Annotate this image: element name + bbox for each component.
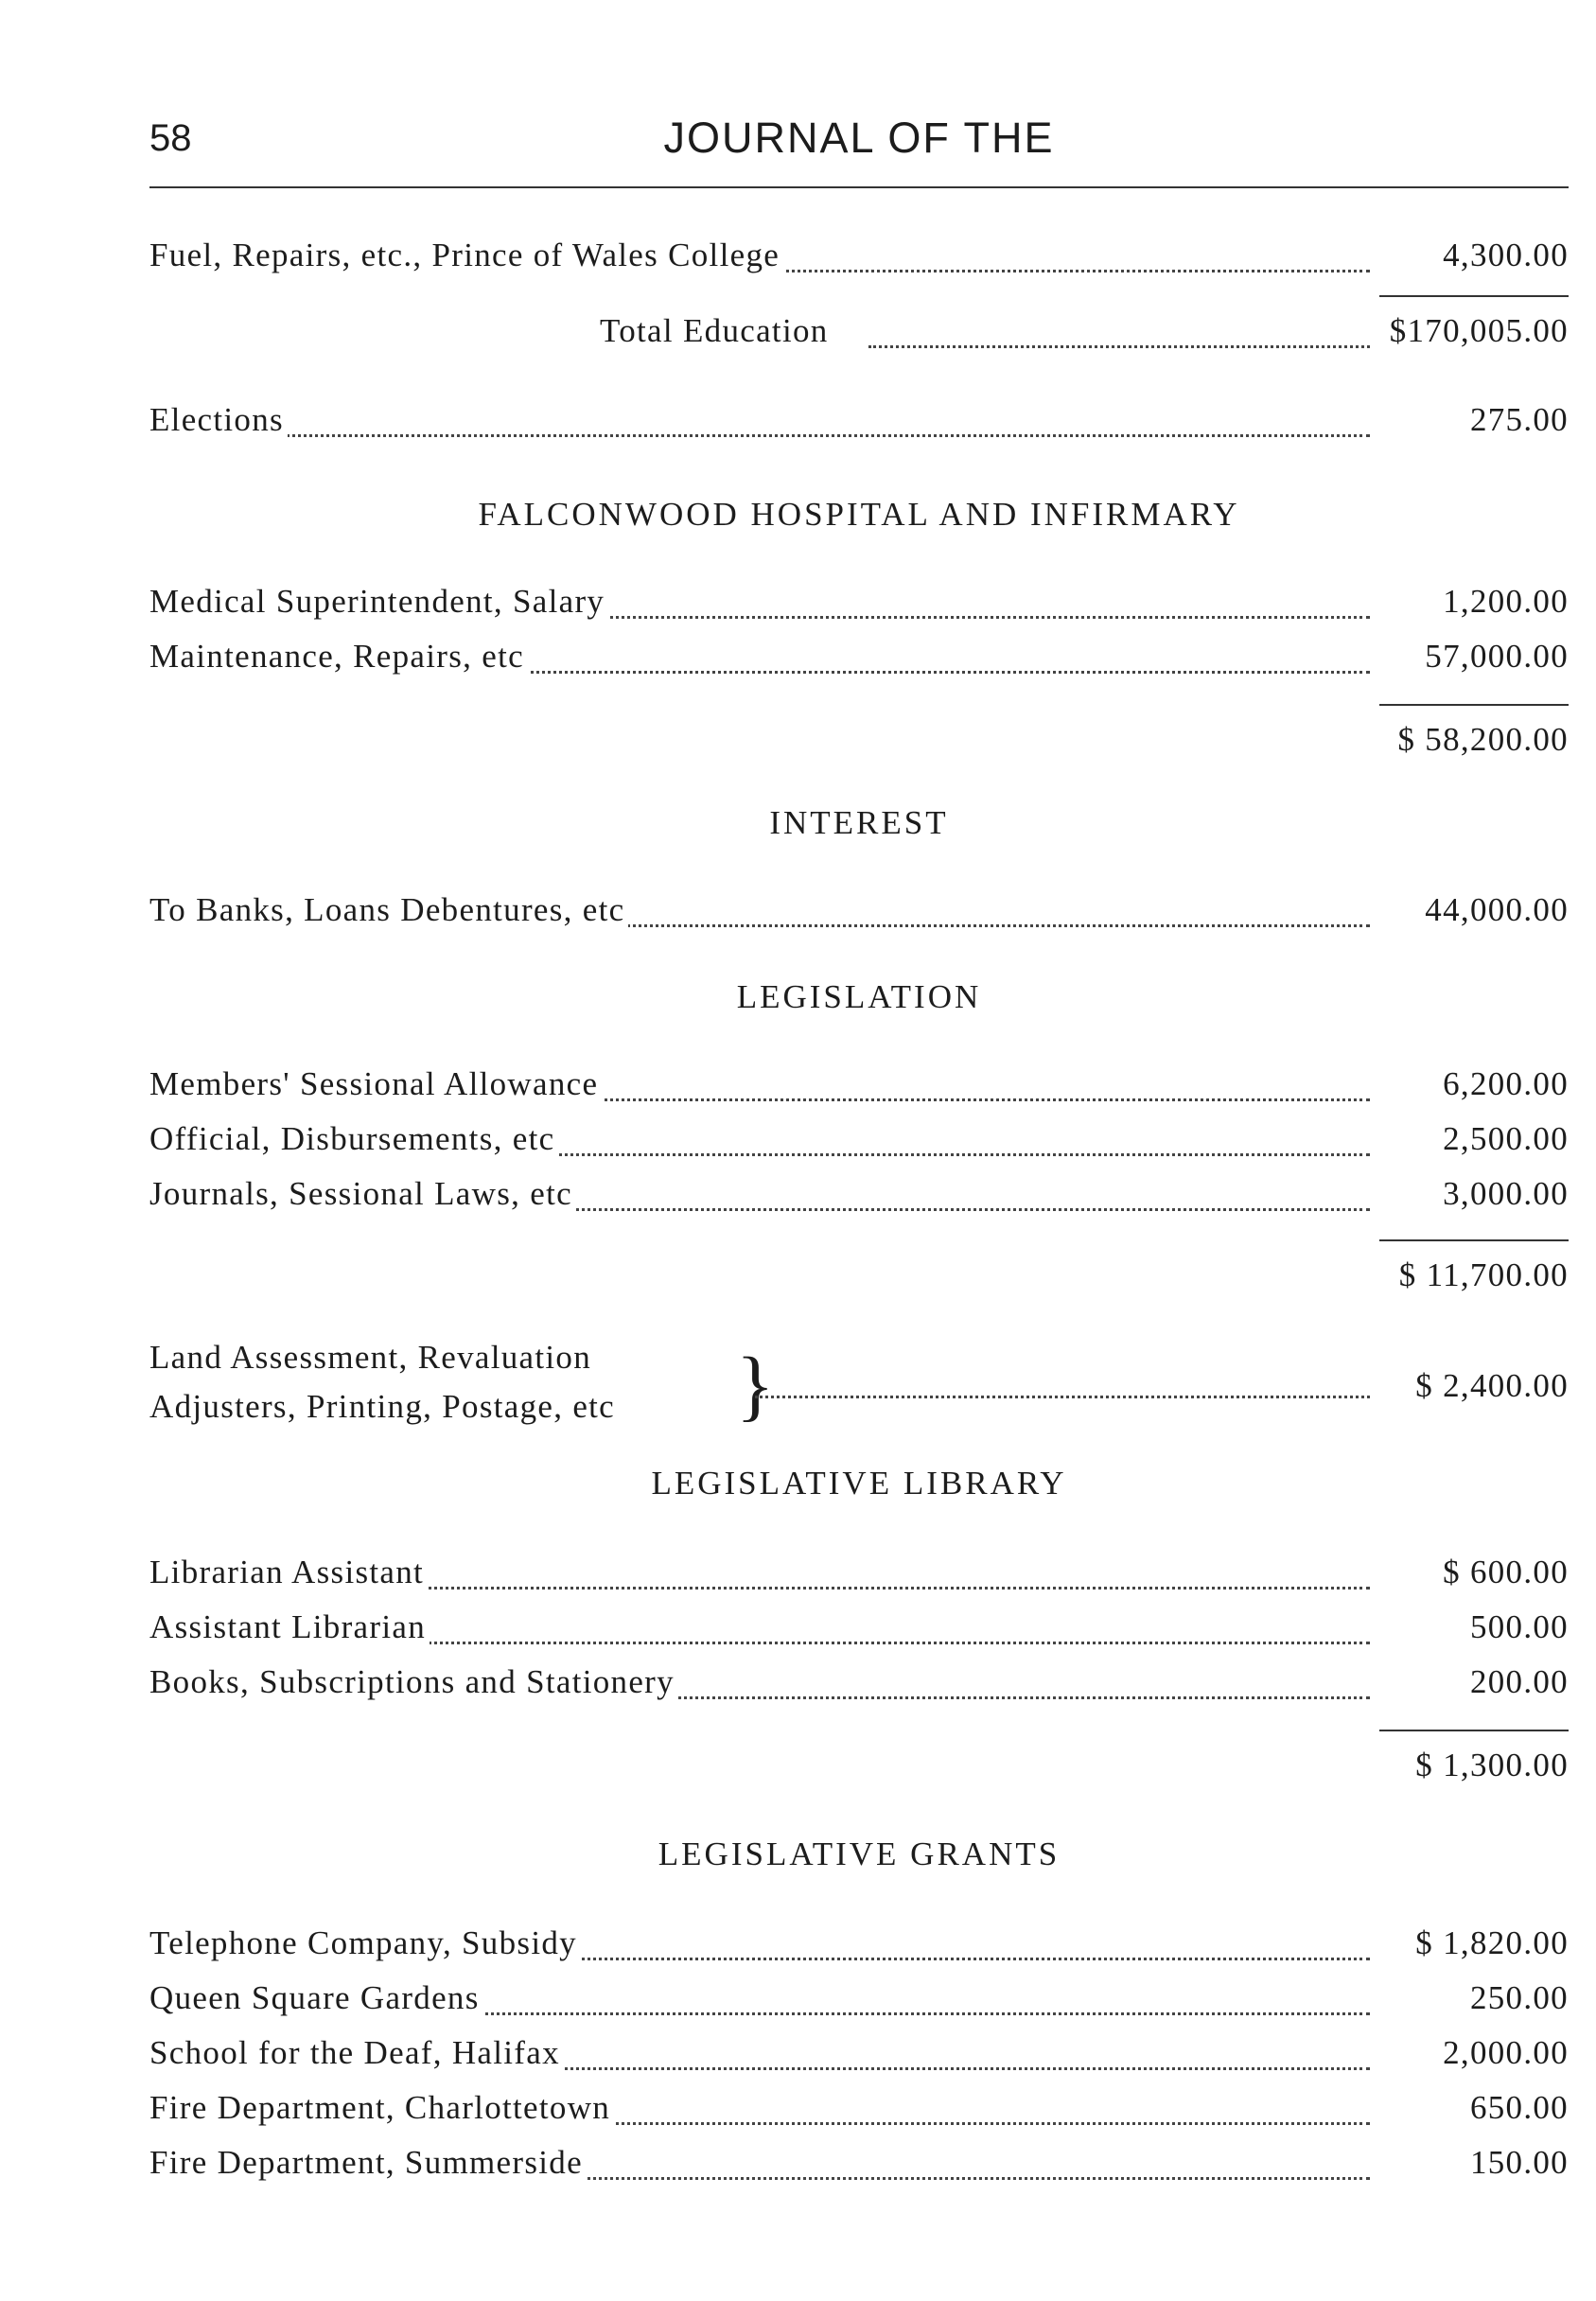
- row-label: Official, Disbursements, etc: [149, 1120, 558, 1158]
- section-total-library: [149, 1747, 1569, 1800]
- row-amount: 44,000.00: [1425, 891, 1569, 928]
- row-amount: 2,000.00: [1443, 2034, 1569, 2071]
- row-amount: 4,300.00: [1443, 237, 1569, 273]
- dot-leader: [755, 1396, 1370, 1398]
- running-title: JOURNAL OF THE: [663, 114, 1055, 162]
- ledger-row: [149, 1608, 1569, 1661]
- ledger-row: [149, 1554, 1569, 1607]
- ledger-row: [149, 638, 1569, 691]
- ledger-row: [149, 1979, 1569, 2032]
- row-amount: 200.00: [1469, 1663, 1569, 1700]
- row-amount: 1,200.00: [1443, 583, 1569, 620]
- ledger-row: [149, 1924, 1569, 1977]
- row-label-line2: Adjusters, Printing, Postage, etc: [149, 1388, 616, 1425]
- sum-rule: [1379, 704, 1569, 706]
- total-amount: $170,005.00: [1389, 312, 1569, 349]
- page-number: 58: [149, 117, 192, 159]
- row-label-line1: Land Assessment, Revaluation: [149, 1339, 592, 1376]
- row-label: Queen Square Gardens: [149, 1979, 483, 2017]
- row-label: Medical Superintendent, Salary: [149, 583, 608, 621]
- sum-rule: [1379, 1239, 1569, 1241]
- row-label: Fuel, Repairs, etc., Prince of Wales College: [149, 237, 783, 274]
- section-heading-library: LEGISLATIVE LIBRARY: [651, 1465, 1067, 1502]
- row-label: Fire Department, Summerside: [149, 2144, 587, 2182]
- ledger-row: [149, 2034, 1569, 2087]
- row-amount: 3,000.00: [1443, 1175, 1569, 1212]
- section-heading-falconwood: FALCONWOOD HOSPITAL AND INFIRMARY: [478, 496, 1240, 533]
- row-amount: 2,500.00: [1443, 1120, 1569, 1157]
- ledger-row: [149, 1663, 1569, 1716]
- dot-leader: [868, 345, 1370, 348]
- dot-leader: [149, 434, 1370, 437]
- ledger-row: [149, 891, 1569, 944]
- ledger-row: [149, 2144, 1569, 2197]
- sum-rule: [1379, 295, 1569, 297]
- ledger-row-fuel: [149, 237, 1569, 290]
- total-education-row: [149, 312, 1569, 365]
- row-amount: 650.00: [1469, 2089, 1569, 2126]
- row-amount: $ 600.00: [1443, 1554, 1569, 1590]
- row-label: Books, Subscriptions and Stationery: [149, 1663, 678, 1701]
- row-amount: 250.00: [1469, 1979, 1569, 2016]
- section-heading-grants: LEGISLATIVE GRANTS: [658, 1836, 1061, 1872]
- row-label: Fire Department, Charlottetown: [149, 2089, 614, 2127]
- total-amount: $ 1,300.00: [1415, 1747, 1569, 1783]
- section-total-falconwood: [149, 721, 1569, 774]
- total-label: Total Education: [596, 312, 829, 350]
- ledger-row: [149, 1120, 1569, 1173]
- land-assessment-row: [149, 1339, 1569, 1443]
- row-label: School for the Deaf, Halifax: [149, 2034, 564, 2072]
- brace-icon: }: [736, 1342, 776, 1430]
- row-amount: 500.00: [1469, 1608, 1569, 1645]
- row-label: Maintenance, Repairs, etc: [149, 638, 528, 676]
- row-label: Elections: [149, 401, 288, 439]
- row-label: Telephone Company, Subsidy: [149, 1924, 581, 1962]
- total-amount: $ 11,700.00: [1398, 1256, 1569, 1293]
- total-amount: $ 58,200.00: [1397, 721, 1569, 758]
- row-label: Assistant Librarian: [149, 1608, 430, 1646]
- row-label: To Banks, Loans Debentures, etc: [149, 891, 628, 929]
- row-amount: 275.00: [1469, 401, 1569, 438]
- row-label: Journals, Sessional Laws, etc: [149, 1175, 576, 1213]
- sum-rule: [1379, 1730, 1569, 1731]
- ledger-row-elections: [149, 401, 1569, 454]
- page-header: [149, 112, 1569, 168]
- ledger-row: [149, 1175, 1569, 1228]
- row-amount: 150.00: [1469, 2144, 1569, 2181]
- ledger-row: [149, 583, 1569, 636]
- row-amount: $ 1,820.00: [1415, 1924, 1569, 1961]
- row-amount: $ 2,400.00: [1415, 1367, 1569, 1404]
- row-label: Librarian Assistant: [149, 1554, 428, 1591]
- header-rule: [149, 186, 1569, 188]
- ledger-row: [149, 2089, 1569, 2142]
- section-heading-legislation: LEGISLATION: [736, 978, 982, 1015]
- ledger-row: [149, 1065, 1569, 1118]
- row-amount: 6,200.00: [1443, 1065, 1569, 1102]
- section-heading-interest: INTEREST: [769, 804, 949, 841]
- row-amount: 57,000.00: [1425, 638, 1569, 675]
- row-label: Members' Sessional Allowance: [149, 1065, 602, 1103]
- section-total-legislation: [149, 1256, 1569, 1309]
